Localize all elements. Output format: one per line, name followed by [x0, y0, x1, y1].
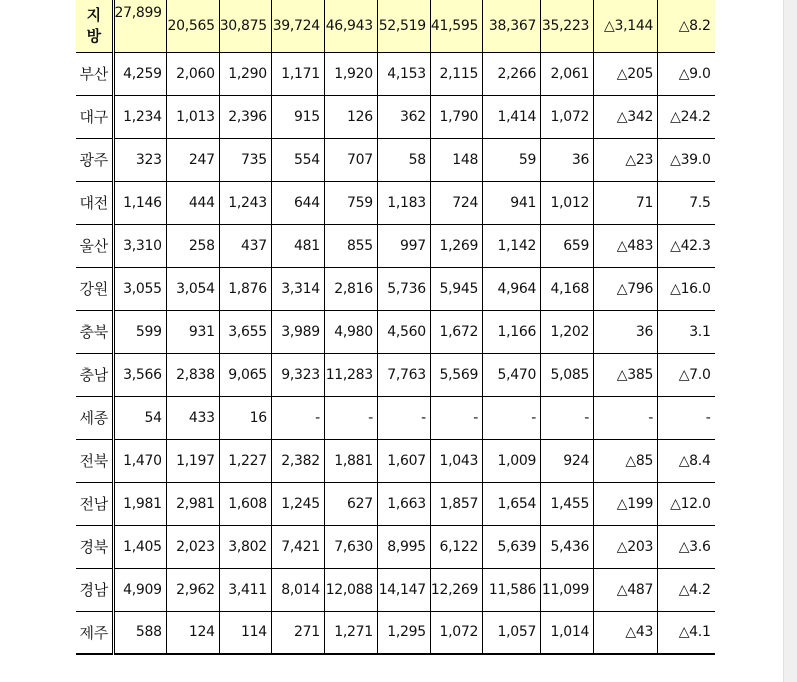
table-cell: △9.0 [658, 52, 715, 95]
table-cell: 41,595 [430, 0, 482, 52]
table-cell: 12,269 [430, 568, 482, 611]
table-cell: - [324, 396, 377, 439]
table-cell: 1,072 [430, 611, 482, 654]
table-cell: 5,436 [541, 525, 594, 568]
table-cell: 20,565 [166, 0, 219, 52]
table-cell: 735 [219, 138, 271, 181]
table-row [76, 439, 715, 482]
table-cell: 2,962 [166, 568, 219, 611]
table-cell: 1,981 [113, 482, 166, 525]
table-cell: 1,014 [541, 611, 594, 654]
table-cell: 588 [113, 611, 166, 654]
table-cell: 5,569 [430, 353, 482, 396]
table-cell: 1,072 [541, 95, 594, 138]
table-cell: 5,085 [541, 353, 594, 396]
table-cell: 3,989 [271, 310, 324, 353]
table-cell: - [377, 396, 430, 439]
table-cell: 52,519 [377, 0, 430, 52]
table-cell: △4.2 [658, 568, 715, 611]
table-cell: 1,166 [483, 310, 541, 353]
table-cell: 362 [377, 95, 430, 138]
table-cell: 1,197 [166, 439, 219, 482]
table-cell: 1,414 [483, 95, 541, 138]
region-label: 지 방 [76, 0, 113, 52]
table-cell: △24.2 [658, 95, 715, 138]
table-cell: 437 [219, 224, 271, 267]
table-cell: 1,171 [271, 52, 324, 95]
table-cell: 4,153 [377, 52, 430, 95]
table-cell: 124 [166, 611, 219, 654]
table-cell: 1,183 [377, 181, 430, 224]
table-cell: 36 [594, 310, 658, 353]
table-cell: 1,295 [377, 611, 430, 654]
table-cell: 5,470 [483, 353, 541, 396]
table-cell: - [483, 396, 541, 439]
table-cell: 1,663 [377, 482, 430, 525]
table-cell: 30,875 [219, 0, 271, 52]
table-row [76, 525, 715, 568]
table-cell: △8.4 [658, 439, 715, 482]
table-cell: 1,654 [483, 482, 541, 525]
table-cell: 126 [324, 95, 377, 138]
table-cell: 2,382 [271, 439, 324, 482]
table-cell: 4,560 [377, 310, 430, 353]
table-cell: △342 [594, 95, 658, 138]
table-cell: 7,421 [271, 525, 324, 568]
table-cell: 997 [377, 224, 430, 267]
table-cell: 5,945 [430, 267, 482, 310]
table-cell: △796 [594, 267, 658, 310]
table-cell: △4.1 [658, 611, 715, 654]
region-label: 충북 [76, 310, 113, 353]
table-cell: △7.0 [658, 353, 715, 396]
table-cell: 1,455 [541, 482, 594, 525]
table-cell: 1,857 [430, 482, 482, 525]
table-cell: 1,269 [430, 224, 482, 267]
table-cell: 1,043 [430, 439, 482, 482]
table-cell: △487 [594, 568, 658, 611]
table-cell: 1,227 [219, 439, 271, 482]
table-cell: 554 [271, 138, 324, 181]
table-cell: 1,290 [219, 52, 271, 95]
table-cell: 1,920 [324, 52, 377, 95]
table-cell: 3.1 [658, 310, 715, 353]
table-cell: 707 [324, 138, 377, 181]
table-cell: 27,899 [113, 0, 166, 52]
table-cell: 4,964 [483, 267, 541, 310]
table-cell: △203 [594, 525, 658, 568]
table-cell: 1,470 [113, 439, 166, 482]
table-cell: 1,057 [483, 611, 541, 654]
table-cell: 924 [541, 439, 594, 482]
table-row [76, 310, 715, 353]
table-cell: 38,367 [483, 0, 541, 52]
table-row [76, 267, 715, 310]
table-cell: 1,146 [113, 181, 166, 224]
table-cell: 3,314 [271, 267, 324, 310]
table-cell: 444 [166, 181, 219, 224]
table-cell: △3.6 [658, 525, 715, 568]
table-cell: 4,909 [113, 568, 166, 611]
table-row-total [76, 0, 715, 52]
table-cell: △483 [594, 224, 658, 267]
table-cell: 3,411 [219, 568, 271, 611]
table-cell: 5,639 [483, 525, 541, 568]
table-cell: 258 [166, 224, 219, 267]
table-cell: △199 [594, 482, 658, 525]
table-cell: 4,259 [113, 52, 166, 95]
table-row [76, 95, 715, 138]
table-cell: 659 [541, 224, 594, 267]
region-label: 충남 [76, 353, 113, 396]
table-cell: - [430, 396, 482, 439]
table-cell: 6,122 [430, 525, 482, 568]
table-cell: - [594, 396, 658, 439]
region-label: 강원 [76, 267, 113, 310]
table-cell: 271 [271, 611, 324, 654]
table-cell: 11,586 [483, 568, 541, 611]
table-cell: 433 [166, 396, 219, 439]
region-label: 울산 [76, 224, 113, 267]
region-label: 광주 [76, 138, 113, 181]
table-row [76, 138, 715, 181]
table-cell: 16 [219, 396, 271, 439]
region-label: 전남 [76, 482, 113, 525]
table-row [76, 482, 715, 525]
table-cell: 3,054 [166, 267, 219, 310]
table-cell: 481 [271, 224, 324, 267]
table-cell: △3,144 [594, 0, 658, 52]
table-cell: - [271, 396, 324, 439]
table-cell: 46,943 [324, 0, 377, 52]
table-row [76, 568, 715, 611]
table-cell: 58 [377, 138, 430, 181]
table-cell: 9,323 [271, 353, 324, 396]
table-cell: 3,802 [219, 525, 271, 568]
table-cell: △42.3 [658, 224, 715, 267]
table-cell: 1,672 [430, 310, 482, 353]
table-row [76, 611, 715, 654]
table-cell: 7,763 [377, 353, 430, 396]
region-label: 전북 [76, 439, 113, 482]
table-cell: 1,142 [483, 224, 541, 267]
table-cell: 2,023 [166, 525, 219, 568]
table-row [76, 52, 715, 95]
table-cell: △23 [594, 138, 658, 181]
table-cell: 2,838 [166, 353, 219, 396]
table-cell: 1,245 [271, 482, 324, 525]
table-cell: 5,736 [377, 267, 430, 310]
table-cell: 724 [430, 181, 482, 224]
table-cell: 2,115 [430, 52, 482, 95]
table-cell: 3,310 [113, 224, 166, 267]
table-cell: 941 [483, 181, 541, 224]
table-cell: 644 [271, 181, 324, 224]
table-cell: 12,088 [324, 568, 377, 611]
housing-stats-table [76, 0, 715, 655]
table-cell: 323 [113, 138, 166, 181]
table-cell: 1,881 [324, 439, 377, 482]
region-label: 경북 [76, 525, 113, 568]
table-cell: 11,099 [541, 568, 594, 611]
window-edge [783, 0, 797, 682]
table-cell: 71 [594, 181, 658, 224]
table-cell: 1,790 [430, 95, 482, 138]
table-cell: 2,061 [541, 52, 594, 95]
region-label: 세종 [76, 396, 113, 439]
region-label: 대전 [76, 181, 113, 224]
table-row [76, 353, 715, 396]
table-cell: 4,980 [324, 310, 377, 353]
table-cell: 1,234 [113, 95, 166, 138]
table-cell: 148 [430, 138, 482, 181]
table-cell: 599 [113, 310, 166, 353]
table-cell: 39,724 [271, 0, 324, 52]
table-cell: 247 [166, 138, 219, 181]
table-cell: 36 [541, 138, 594, 181]
table-cell: 855 [324, 224, 377, 267]
table-cell: △43 [594, 611, 658, 654]
table-cell: 3,655 [219, 310, 271, 353]
table-cell: 1,243 [219, 181, 271, 224]
table-cell: △39.0 [658, 138, 715, 181]
table-cell: 1,009 [483, 439, 541, 482]
table-cell: 9,065 [219, 353, 271, 396]
table-cell: 8,014 [271, 568, 324, 611]
table-cell: △85 [594, 439, 658, 482]
table-cell: 1,012 [541, 181, 594, 224]
region-label: 대구 [76, 95, 113, 138]
table-cell: 1,608 [219, 482, 271, 525]
table-cell: - [658, 396, 715, 439]
table-cell: 1,202 [541, 310, 594, 353]
table-cell: 8,995 [377, 525, 430, 568]
table-cell: 54 [113, 396, 166, 439]
table-cell: 14,147 [377, 568, 430, 611]
table-cell: 1,876 [219, 267, 271, 310]
table-cell: 1,607 [377, 439, 430, 482]
table-cell: 59 [483, 138, 541, 181]
region-label: 제주 [76, 611, 113, 654]
table-cell: 2,396 [219, 95, 271, 138]
table-cell: 35,223 [541, 0, 594, 52]
table-cell: 3,055 [113, 267, 166, 310]
table-cell: 2,981 [166, 482, 219, 525]
table-cell: - [541, 396, 594, 439]
region-label: 부산 [76, 52, 113, 95]
table-cell: 627 [324, 482, 377, 525]
table-cell: 4,168 [541, 267, 594, 310]
table-cell: 2,060 [166, 52, 219, 95]
region-label: 경남 [76, 568, 113, 611]
table-cell: △205 [594, 52, 658, 95]
table-cell: 7.5 [658, 181, 715, 224]
table-cell: △8.2 [658, 0, 715, 52]
table-row [76, 181, 715, 224]
table-cell: 114 [219, 611, 271, 654]
table-cell: 915 [271, 95, 324, 138]
table-row [76, 224, 715, 267]
table-cell: 1,405 [113, 525, 166, 568]
table-cell: 7,630 [324, 525, 377, 568]
table-cell: △12.0 [658, 482, 715, 525]
table-cell: 11,283 [324, 353, 377, 396]
table-cell: 2,266 [483, 52, 541, 95]
table-cell: 1,271 [324, 611, 377, 654]
table-cell: △385 [594, 353, 658, 396]
table-cell: 931 [166, 310, 219, 353]
table-cell: 1,013 [166, 95, 219, 138]
table-cell: △16.0 [658, 267, 715, 310]
table-row [76, 396, 715, 439]
table-cell: 3,566 [113, 353, 166, 396]
table-cell: 2,816 [324, 267, 377, 310]
table-cell: 759 [324, 181, 377, 224]
